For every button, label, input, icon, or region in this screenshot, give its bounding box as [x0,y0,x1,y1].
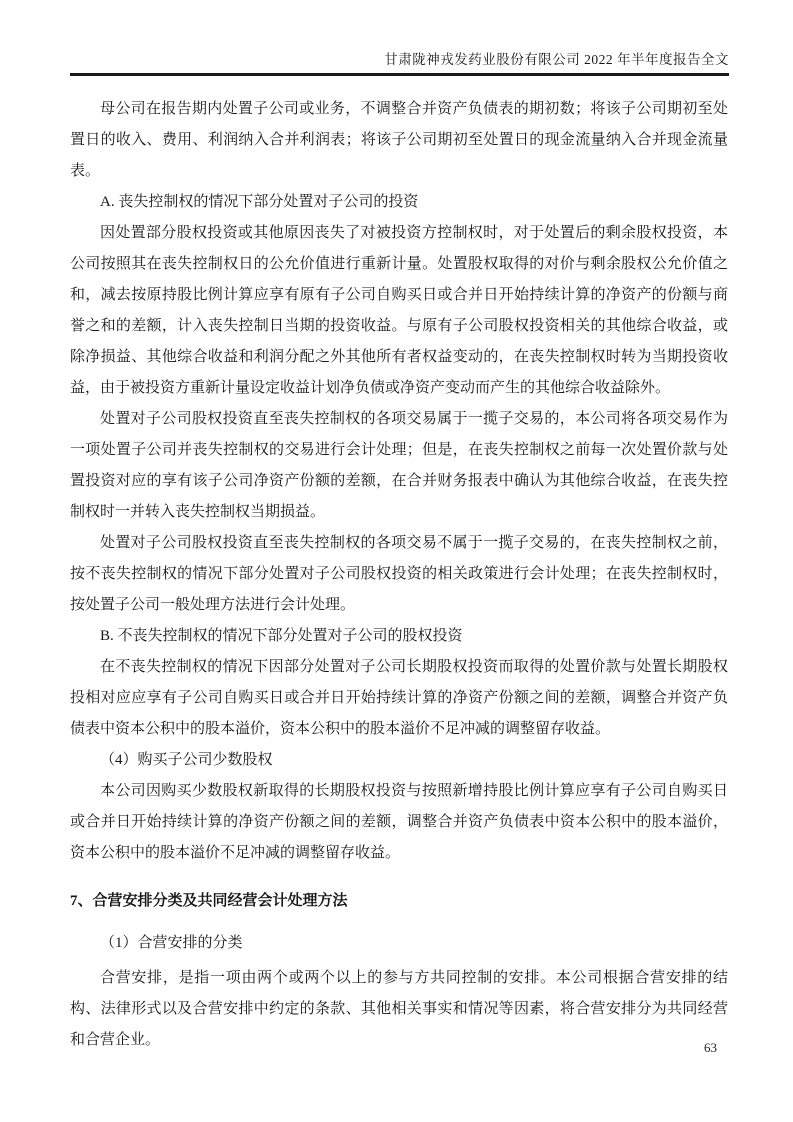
paragraph: 合营安排，是指一项由两个或两个以上的参与方共同控制的安排。本公司根据合营安排的结构、法律形式以及合营安排中约定的条款、其他相关事实和情况等因素，将合营安排分为共同经营和合营企业。 [70,970,728,1048]
paragraph: 处置对子公司股权投资直至丧失控制权的各项交易属于一揽子交易的，本公司将各项交易作为一项处置子公司并丧失控制权的交易进行会计处理；但是，在丧失控制权之前每一次处置价款与处置投资对应的享有该子公司净资产份额的差额，在合并财务报表中确认为其他综合收益，在丧失控制权时一并转入丧失控制权当期损益。 [70,411,728,520]
document-body [70,94,728,1056]
paragraph: 母公司在报告期内处置子公司或业务，不调整合并资产负债表的期初数；将该子公司期初至处置日的收入、费用、利润纳入合并利润表；将该子公司期初至处置日的现金流量纳入合并现金流量表。 [70,101,728,179]
paragraph: 处置对子公司股权投资直至丧失控制权的各项交易不属于一揽子交易的，在丧失控制权之前，按不丧失控制权的情况下部分处置对子公司股权投资的相关政策进行会计处理；在丧失控制权时，按处置子公司一般处理方法进行会计处理。 [70,535,728,613]
section-heading: 7、合营安排分类及共同经营会计处理方法 [70,893,348,909]
subsection-label: （4）购买子公司少数股权 [100,752,273,768]
page-header [70,50,729,76]
subsection-label: B. 不丧失控制权的情况下部分处置对子公司的股权投资 [100,628,463,644]
header-rule [70,73,729,76]
subsection-label: A. 丧失控制权的情况下部分处置对子公司的投资 [100,194,419,210]
subsection-label: （1）合营安排的分类 [100,935,243,951]
header-title: 甘肃陇神戎发药业股份有限公司 2022 年半年度报告全文 [384,52,729,67]
paragraph: 在不丧失控制权的情况下因部分处置对子公司长期股权投资而取得的处置价款与处置长期股权投相对应应享有子公司自购买日或合并日开始持续计算的净资产份额之间的差额，调整合并资产负债表中资本公积中的股本溢价，资本公积中的股本溢价不足冲减的调整留存收益。 [70,659,728,737]
paragraph: 因处置部分股权投资或其他原因丧失了对被投资方控制权时，对于处置后的剩余股权投资，本公司按照其在丧失控制权日的公允价值进行重新计量。处置股权取得的对价与剩余股权公允价值之和，减去按原持股比例计算应享有原有子公司自购买日或合并日开始持续计算的净资产的份额与商誉之和的差额，计入丧失控制日当期的投资收益。与原有子公司股权投资相关的其他综合收益，或除净损益、其他综合收益和利润分配之外其他所有者权益变动的，在丧失控制权时转为当期投资收益，由于被投资方重新计量设定收益计划净负债或净资产变动而产生的其他综合收益除外。 [70,225,728,396]
page-number: 63 [704,1040,717,1055]
paragraph: 本公司因购买少数股权新取得的长期股权投资与按照新增持股比例计算应享有子公司自购买日或合并日开始持续计算的净资产份额之间的差额，调整合并资产负债表中资本公积中的股本溢价，资本公积中的股本溢价不足冲减的调整留存收益。 [70,783,728,861]
